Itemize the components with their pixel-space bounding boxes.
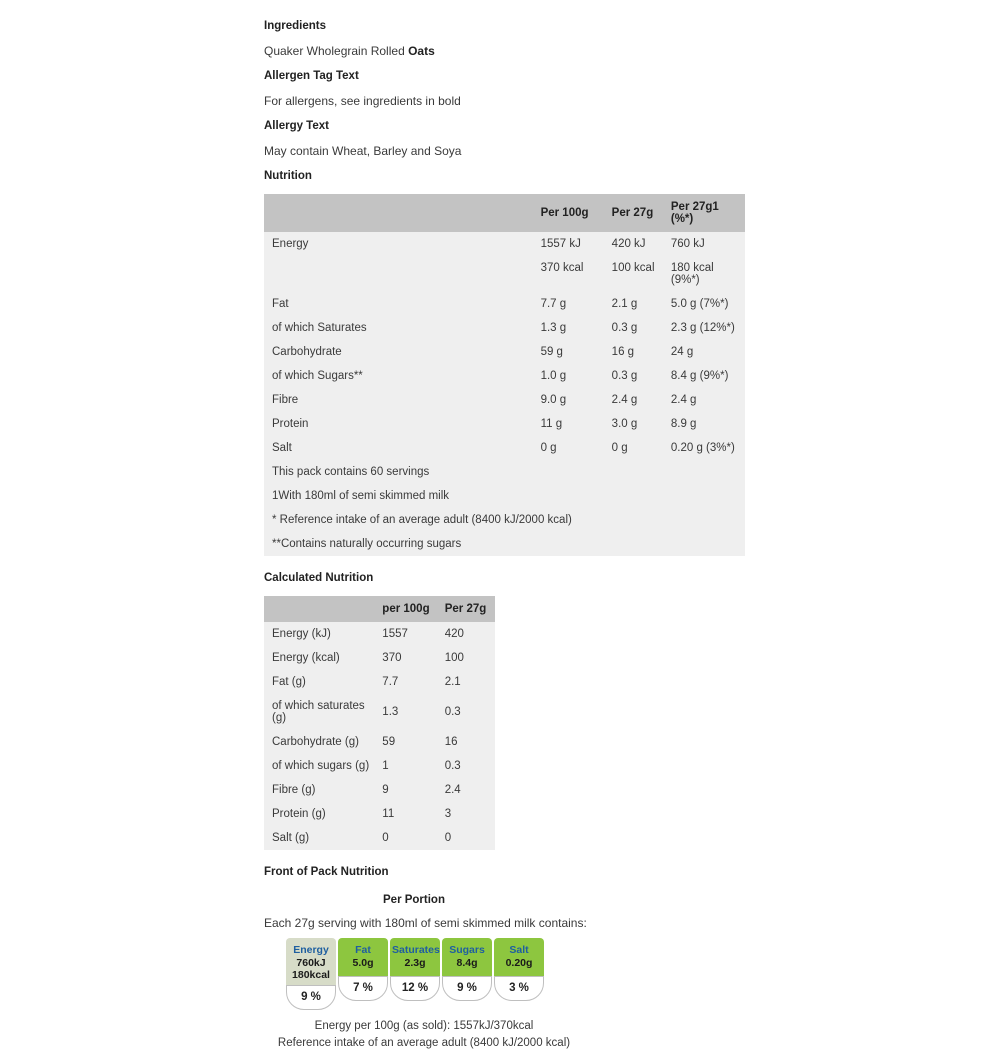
row-value-100g: 1557 kJ	[540, 238, 581, 250]
nutrition-heading: Nutrition	[264, 170, 312, 182]
row-value-27g: 2.4	[444, 784, 461, 796]
table-row	[264, 622, 495, 646]
traffic-light-top	[390, 938, 440, 980]
row-value-27g: 420	[444, 628, 464, 640]
note-reference-intake: * Reference intake of an average adult (8400 kJ/2000 kcal)	[272, 514, 572, 526]
ingredients-text-normal: Quaker Wholegrain Rolled	[264, 44, 409, 58]
traffic-light-top	[286, 938, 336, 989]
row-value-27g1: 8.9 g	[670, 418, 697, 430]
table-row	[264, 436, 745, 460]
row-value-27g1: 2.4 g	[670, 394, 697, 406]
row-value-27g: 100	[444, 652, 464, 664]
row-value-100g: 7.7 g	[540, 298, 567, 310]
row-value-27g1: 760 kJ	[670, 238, 705, 250]
row-value-100g: 1.0 g	[540, 370, 567, 382]
energy-per-100g-text: Energy per 100g (as sold): 1557kJ/370kcal	[314, 1020, 534, 1032]
row-value-27g1: 24 g	[670, 346, 694, 358]
product-info-page	[264, 20, 824, 1052]
calc-col-1: per 100g	[376, 596, 438, 622]
table-row	[264, 256, 745, 292]
serving-description: Each 27g serving with 180ml of semi skimmed milk contains:	[264, 916, 587, 930]
nutrient-name: Fat	[355, 944, 371, 956]
row-value-27g1: 8.4 g (9%*)	[670, 370, 729, 382]
ingredients-heading: Ingredients	[264, 20, 326, 32]
row-label: Fibre	[272, 394, 299, 406]
row-label: Protein	[272, 418, 309, 430]
row-label: of which Sugars**	[272, 370, 363, 382]
traffic-light-sugars	[442, 938, 492, 1010]
row-value-27g: 420 kJ	[611, 238, 646, 250]
row-value-27g: 0	[444, 832, 452, 844]
row-value-100g: 9.0 g	[540, 394, 567, 406]
row-value-100g: 0 g	[540, 442, 557, 454]
row-value-100g: 1557	[382, 628, 408, 640]
ingredients-text	[264, 44, 824, 58]
nutrient-percent: 7 %	[338, 976, 388, 1001]
row-value-27g: 0 g	[611, 442, 628, 454]
row-value-100g: 9	[382, 784, 389, 796]
row-label: Fibre (g)	[272, 784, 316, 796]
table-note-row	[264, 532, 745, 556]
table-row	[264, 754, 495, 778]
row-value-100g: 1.3 g	[540, 322, 567, 334]
row-value-27g: 16	[444, 736, 458, 748]
row-value-100g: 59	[382, 736, 396, 748]
table-row	[264, 364, 745, 388]
front-of-pack-footer	[264, 1018, 584, 1052]
row-value-27g1: 2.3 g (12%*)	[670, 322, 735, 334]
nutrient-name: Energy	[293, 944, 329, 956]
allergen-tag-heading: Allergen Tag Text	[264, 70, 359, 82]
row-value-27g: 3.0 g	[611, 418, 638, 430]
row-value-100g: 1	[382, 760, 389, 772]
traffic-light-saturates	[390, 938, 440, 1010]
front-of-pack-section	[264, 866, 824, 1052]
nutrient-name: Sugars	[449, 944, 485, 956]
traffic-light-top	[338, 938, 388, 980]
row-value-100g: 0	[382, 832, 389, 844]
row-label: Energy (kJ)	[272, 628, 331, 640]
table-note-row	[264, 484, 745, 508]
table-row	[264, 730, 495, 754]
nutrient-value-1: 0.20g	[505, 957, 533, 969]
table-row	[264, 802, 495, 826]
table-row	[264, 292, 745, 316]
nutrient-percent: 12 %	[390, 976, 440, 1001]
allergy-heading: Allergy Text	[264, 120, 329, 132]
row-value-100g: 7.7	[382, 676, 399, 688]
table-row	[264, 694, 495, 730]
row-label	[264, 256, 535, 292]
row-value-27g: 0.3 g	[611, 370, 638, 382]
nutrient-percent: 3 %	[494, 976, 544, 1001]
traffic-light-panel	[286, 938, 824, 1010]
nutrient-value-1: 8.4g	[456, 957, 478, 969]
traffic-light-top	[442, 938, 492, 980]
row-value-27g: 0.3	[444, 706, 461, 718]
row-value-27g: 0.3 g	[611, 322, 638, 334]
table-row	[264, 412, 745, 436]
nutrition-table	[264, 194, 745, 556]
row-label: of which saturates (g)	[272, 700, 365, 724]
row-label: of which Saturates	[272, 322, 367, 334]
row-value-100g: 370 kcal	[540, 262, 584, 274]
calc-col-0	[264, 596, 376, 622]
row-value-27g: 2.4 g	[611, 394, 638, 406]
row-value-100g: 1.3	[382, 706, 399, 718]
nutrient-name: Salt	[509, 944, 529, 956]
row-value-27g: 16 g	[611, 346, 635, 358]
nutrient-percent: 9 %	[442, 976, 492, 1001]
row-value-100g: 370	[382, 652, 402, 664]
nutrient-percent: 9 %	[286, 985, 336, 1010]
table-header-row	[264, 596, 495, 622]
front-of-pack-heading: Front of Pack Nutrition	[264, 866, 389, 878]
row-label: Energy (kcal)	[272, 652, 340, 664]
table-header-row	[264, 194, 745, 232]
row-label: Fat	[272, 298, 289, 310]
nutrient-value-1: 2.3g	[404, 957, 426, 969]
nutrient-name: Saturates	[392, 944, 440, 956]
allergy-text: May contain Wheat, Barley and Soya	[264, 144, 462, 158]
row-value-27g1: 180 kcal (9%*)	[670, 262, 714, 286]
table-row	[264, 670, 495, 694]
row-label: Energy	[272, 238, 309, 250]
row-label: Salt (g)	[272, 832, 310, 844]
row-label: Protein (g)	[272, 808, 326, 820]
table-row	[264, 646, 495, 670]
table-note-row	[264, 460, 745, 484]
row-value-27g: 3	[444, 808, 452, 820]
row-value-27g: 2.1 g	[611, 298, 638, 310]
table-row	[264, 316, 745, 340]
row-value-27g: 2.1	[444, 676, 461, 688]
ingredients-text-bold: Oats	[408, 44, 435, 58]
row-value-27g1: 0.20 g (3%*)	[670, 442, 735, 454]
row-label: Carbohydrate (g)	[272, 736, 359, 748]
note-servings: This pack contains 60 servings	[272, 466, 430, 478]
note-sugars: **Contains naturally occurring sugars	[272, 538, 462, 550]
nutrition-col-0	[264, 194, 535, 232]
traffic-light-energy	[286, 938, 336, 1010]
table-row	[264, 340, 745, 364]
per-portion-label: Per Portion	[383, 894, 445, 906]
traffic-light-top	[494, 938, 544, 980]
nutrient-value-2: 180kcal	[292, 969, 330, 981]
table-note-row	[264, 508, 745, 532]
table-row	[264, 232, 745, 256]
reference-intake-text: Reference intake of an average adult (8400 kJ/2000 kcal)	[277, 1037, 571, 1049]
nutrition-col-2: Per 27g	[606, 194, 665, 232]
row-label: Fat (g)	[272, 676, 306, 688]
row-label: Carbohydrate	[272, 346, 342, 358]
calculated-nutrition-table	[264, 596, 495, 850]
nutrient-value-1: 5.0g	[352, 957, 374, 969]
row-value-100g: 59 g	[540, 346, 563, 358]
row-value-27g1: 5.0 g (7%*)	[670, 298, 729, 310]
allergen-tag-text: For allergens, see ingredients in bold	[264, 94, 461, 108]
row-value-100g: 11 g	[540, 418, 563, 430]
row-value-27g: 0.3	[444, 760, 461, 772]
nutrition-col-3: Per 27g1 (%*)	[665, 194, 745, 232]
table-row	[264, 388, 745, 412]
table-row	[264, 778, 495, 802]
traffic-light-fat	[338, 938, 388, 1010]
calc-col-2: Per 27g	[439, 596, 495, 622]
row-value-100g: 11	[382, 808, 395, 820]
note-milk: 1With 180ml of semi skimmed milk	[272, 490, 450, 502]
row-label: of which sugars (g)	[272, 760, 370, 772]
calculated-nutrition-heading: Calculated Nutrition	[264, 572, 374, 584]
row-value-27g: 100 kcal	[611, 262, 655, 274]
traffic-light-salt	[494, 938, 544, 1010]
nutrition-col-1: Per 100g	[535, 194, 606, 232]
table-row	[264, 826, 495, 850]
nutrient-value-1: 760kJ	[296, 957, 326, 969]
row-label: Salt	[272, 442, 292, 454]
